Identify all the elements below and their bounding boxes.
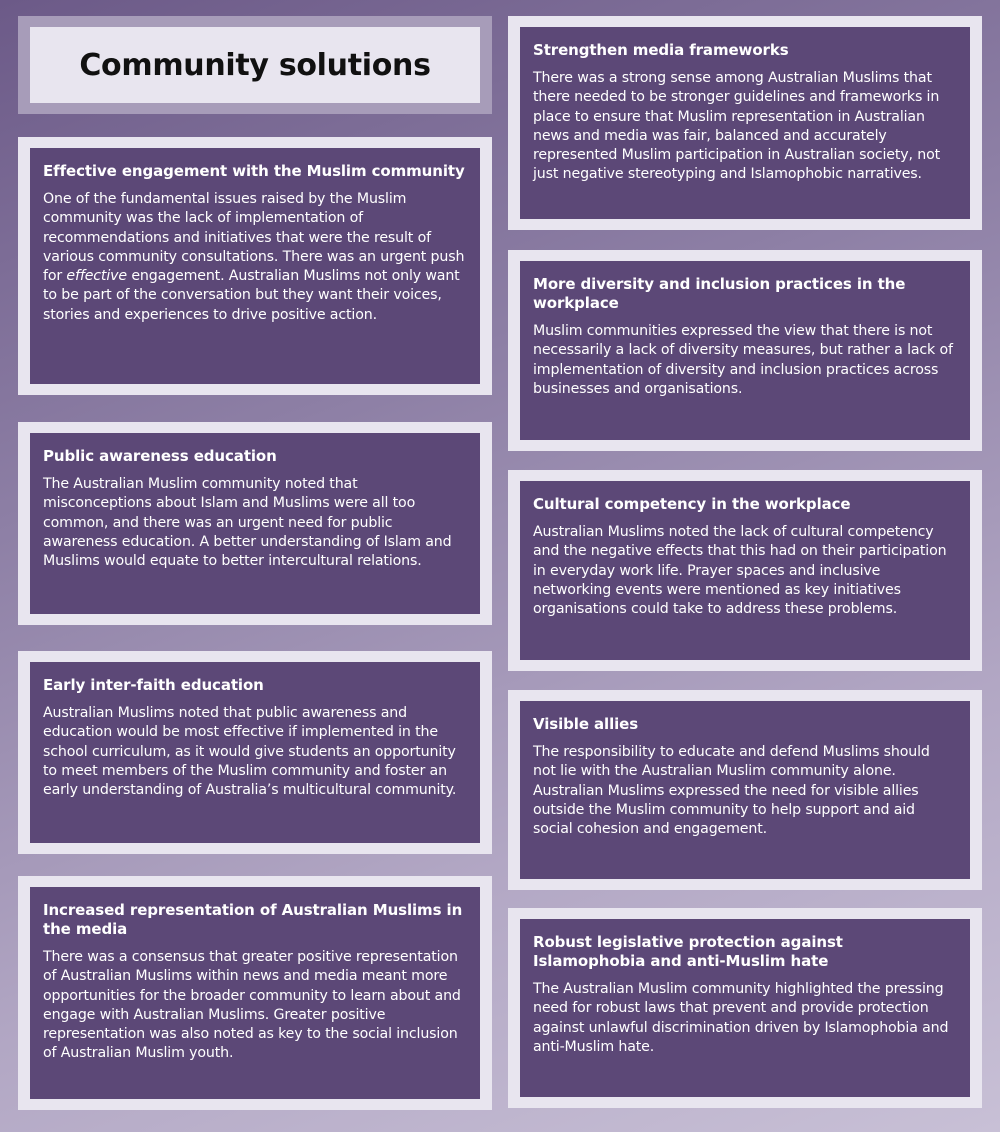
card-public-awareness (18, 422, 492, 625)
title-box (30, 27, 480, 103)
card-heading: Public awareness education (43, 447, 277, 465)
emphasis-text: effective (66, 268, 127, 285)
card-body: Australian Muslims noted that public awareness and education would be most effective if implemented in the school curriculum, as it would give students an opportunity to meet members of the Muslim community and foster an early understanding of Australia’s multicultural community. (43, 705, 457, 799)
title-frame (18, 16, 492, 114)
card-heading: Early inter-faith education (43, 676, 264, 694)
card-diversity-inclusion (508, 250, 982, 451)
card-body: The Australian Muslim community noted that misconceptions about Islam and Muslims were all too common, and there was an urgent need for public awareness education. A better understanding of Islam and Muslims would equate to better intercultural relations. (43, 476, 452, 570)
card-body: Muslim communities expressed the view that there is not necessarily a lack of diversity measures, but rather a lack of implementation of diversity and inclusion practices across businesses and organisations. (533, 323, 953, 397)
card-body: The Australian Muslim community highlighted the pressing need for robust laws that prevent and provide protection against unlawful discrimination driven by Islamophobia and anti-Muslim hate. (533, 981, 949, 1055)
card-heading: Increased representation of Australian Muslims in the media (43, 901, 463, 938)
card-body: There was a strong sense among Australian Muslims that there needed to be stronger guidelines and frameworks in place to ensure that Muslim representation in Australian news and media was fair, balanced and accurately represented Muslim participation in Australian society, not just negative stereotyping and Islamophobic narratives. (533, 70, 941, 183)
card-early-interfaith (18, 651, 492, 854)
card-heading: Effective engagement with the Muslim community (43, 162, 465, 180)
card-body: Australian Muslims noted the lack of cultural competency and the negative effects that this had on their participation in everyday work life. Prayer spaces and inclusive networking events were mentioned as key initiatives organisations could take to address these problems. (533, 524, 947, 618)
card-panel (30, 433, 480, 614)
card-panel (30, 662, 480, 843)
card-increased-representation (18, 876, 492, 1110)
card-body: One of the fundamental issues raised by the Muslim community was the lack of implementation of recommendations and initiatives that were the result of various community consultations. There was an urgent push for effective engagement. Australian Muslims not only want to be part of the conversation but they want their voices, stories and experiences to drive positive action. (43, 191, 465, 323)
card-panel (30, 887, 480, 1099)
card-heading: Cultural competency in the workplace (533, 495, 851, 513)
page-title: Community solutions (79, 47, 431, 83)
card-heading: More diversity and inclusion practices in the workplace (533, 275, 906, 312)
card-heading: Visible allies (533, 715, 639, 733)
card-panel (520, 919, 970, 1097)
card-cultural-competency (508, 470, 982, 671)
card-legislative-protection (508, 908, 982, 1108)
card-heading: Strengthen media frameworks (533, 41, 789, 59)
card-panel (520, 481, 970, 660)
card-visible-allies (508, 690, 982, 890)
card-panel (520, 701, 970, 879)
card-panel (30, 148, 480, 384)
card-media-frameworks (508, 16, 982, 230)
card-panel (520, 27, 970, 219)
card-body: There was a consensus that greater positive representation of Australian Muslims within news and media meant more opportunities for the broader community to learn about and engage with Australian Muslims. Greater positive representation was also noted as key to the social inclusion of Australian Muslim youth. (43, 949, 461, 1062)
card-body: The responsibility to educate and defend Muslims should not lie with the Australian Muslim community alone. Australian Muslims expressed the need for visible allies outside the Muslim community to help support and aid social cohesion and engagement. (533, 744, 930, 838)
card-panel (520, 261, 970, 440)
card-effective-engagement (18, 137, 492, 395)
card-heading: Robust legislative protection against Islamophobia and anti-Muslim hate (533, 933, 843, 970)
